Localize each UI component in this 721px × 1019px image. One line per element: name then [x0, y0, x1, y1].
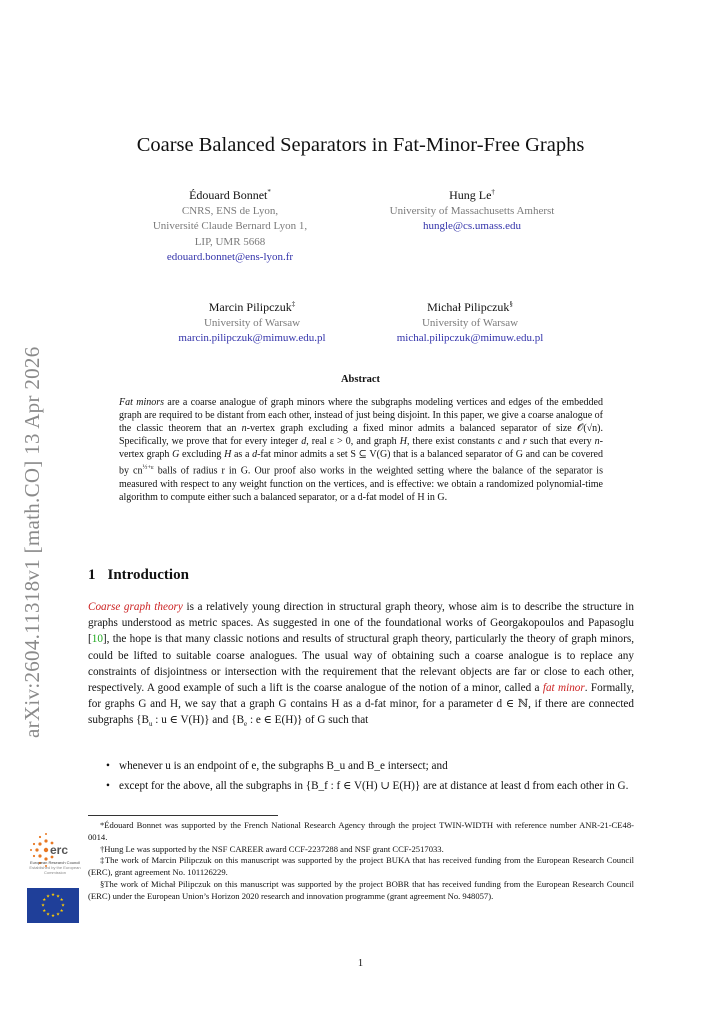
author-name: Édouard Bonnet* [189, 188, 271, 202]
author-email[interactable]: michal.pilipczuk@mimuw.edu.pl [396, 332, 544, 344]
abstract-heading: Abstract [340, 374, 381, 385]
author-block-4 [362, 297, 578, 347]
footnote-rule [88, 815, 278, 816]
section-title: Introduction [107, 567, 189, 583]
erc-caption: European Research Council Established by the European Commission [29, 860, 81, 875]
svg-text:★: ★ [50, 893, 56, 898]
footnote: *Édouard Bonnet was supported by the French National Research Agency through the project TWIN-WIDTH with reference number ANR-21-CE48-0014. [88, 820, 634, 842]
author-email[interactable]: edouard.bonnet@ens-lyon.fr [166, 251, 294, 263]
abstract-body: Fat minors are a coarse analogue of graph minors where the subgraphs modeling vertices and edges of the embedded graph are required to be distant from each other, instead of just being disjoint. In this paper, we give a coarse analogue of the classic theorem that an n-vertex graph excluding a fixed minor admits a balanced separator of size 𝒪(√n). Specifically, we prove that for every integer d, real ε > 0, and graph H, there exist constants c and r such that every n-vertex graph G excluding H as a d-fat minor admits a set S ⊆ V(G) that is a balanced separator of G and can be covered by $cn^{\frac{1}{2}+\varepsilon}$ balls of radius r in G. Our proof also works in the weighted setting where the balance of the separator is measured with respect to any weight function on the vertices, and is effective: we obtain a randomized polynomial-time algorithm to compute either such a balanced separator, or a d-fat model of H in G. [119, 397, 603, 503]
svg-text:★: ★ [50, 914, 56, 919]
svg-text:★: ★ [59, 909, 64, 914]
svg-text:★: ★ [59, 898, 64, 903]
svg-text:★: ★ [60, 903, 66, 909]
citation-link[interactable]: 10 [91, 633, 103, 646]
footnotes [88, 820, 634, 903]
author-affiliation: University of Warsaw [421, 316, 519, 329]
footnote: §The work of Michał Pilipczuk on this manuscript was supported by the project BOBR that has received funding from the European Research Council (ERC) under the European Union’s Horizon 2020 research and innovation programme (grant agreement No. 948057). [88, 878, 634, 901]
footnote: †Hung Le was supported by the NSF CAREER award CCF-2237288 and NSF grant CCF-2517033. [100, 843, 444, 854]
section-heading [88, 567, 189, 584]
list-item: • whenever u is an endpoint of e, the subgraphs B_u and B_e intersect; and [106, 760, 448, 772]
author-block-1 [130, 185, 330, 266]
author-block-3 [142, 297, 362, 347]
arxiv-side-label: arXiv:2604.11318v1 [math.CO] 13 Apr 2026 [20, 346, 44, 738]
svg-text:★: ★ [40, 903, 46, 909]
term-link[interactable]: Coarse graph theory [88, 601, 183, 613]
footnote: ‡The work of Marcin Pilipczuk on this manuscript was supported by the project BUKA that has received funding from the European Research Council (ERC), grant agreement No. 101126229. [88, 855, 634, 878]
eu-flag-icon [27, 888, 79, 923]
author-email[interactable]: marcin.pilipczuk@mimuw.edu.pl [178, 332, 326, 344]
page-number: 1 [357, 958, 364, 969]
author-affiliation: University of Warsaw [203, 316, 301, 329]
intro-paragraph: Coarse graph theory is a relatively young direction in structural graph theory, whose aim is to describe the structure in graphs understood as metric spaces. As suggested in one of the foundational works of Georgakopoulos and Papasoglu [10], the hope is that many classic notions and results of structural graph theory, particularly the theory of graph minors, could be lifted to suitable coarse analogues. The usual way of obtaining such a coarse analogue is to replace any constraints of disjointness or intersection with the requirement that the relevant objects are far or close to each other, respectively. A good example of such a lift is the coarse analogue of the notion of a minor, called a fat minor. Formally, for graphs G and H, we say that a graph G contains H as a d-fat minor, for a parameter d ∈ ℕ, if there are connected subgraphs {$B_u$ : u ∈ V(H)} and {$B_e$ : e ∈ E(H)} of G such that [88, 601, 635, 729]
svg-text:★: ★ [42, 898, 47, 903]
svg-text:★: ★ [55, 912, 61, 918]
author-name: Marcin Pilipczuk‡ [208, 300, 296, 314]
author-affiliation: University of Massachusetts Amherst [389, 204, 555, 217]
list-item: • except for the above, all the subgraphs in {B_f : f ∈ V(H) ∪ E(H)} are at distance at least d from each other in G. [106, 780, 629, 793]
svg-text:★: ★ [45, 912, 51, 918]
definition-list [104, 758, 634, 798]
author-affiliation: Université Claude Bernard Lyon 1, [152, 220, 308, 232]
author-affiliation: CNRS, ENS de Lyon, [181, 204, 279, 217]
author-affiliation: LIP, UMR 5668 [194, 235, 266, 248]
svg-text:★: ★ [55, 894, 61, 900]
svg-text:erc: erc [50, 843, 69, 857]
svg-text:★: ★ [42, 909, 47, 914]
author-email[interactable]: hungle@cs.umass.edu [422, 220, 522, 232]
term-link[interactable]: fat minor [542, 682, 585, 695]
paper-title: Coarse Balanced Separators in Fat-Minor-Free Graphs [136, 134, 585, 156]
author-name: Michał Pilipczuk§ [427, 300, 513, 314]
svg-text:★: ★ [45, 894, 51, 900]
section-number: 1 [88, 567, 96, 583]
author-name: Hung Le† [449, 188, 495, 202]
author-block-2 [362, 185, 582, 235]
